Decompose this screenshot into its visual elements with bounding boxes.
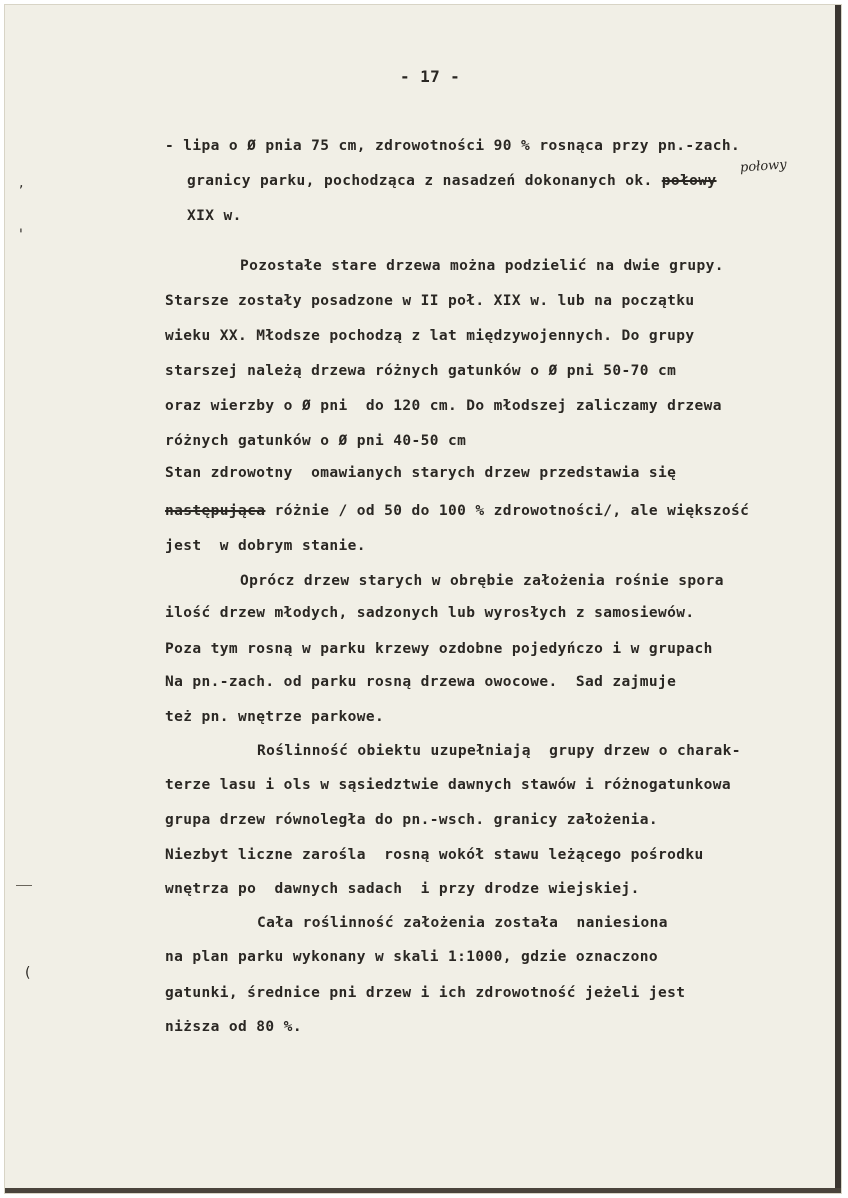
text-line: ilość drzew młodych, sadzonych lub wyrosłych z samosiewów. [165,605,695,621]
text-line: Roślinność obiektu uzupełniają grupy drzew o charak- [257,743,741,759]
text-line: grupa drzew równoległa do pn.-wsch. granicy założenia. [165,812,659,828]
margin-dash [16,885,32,886]
text-line: też pn. wnętrze parkowe. [165,709,385,725]
text-line [187,173,717,189]
text-line: na plan parku wykonany w skali 1:1000, gdzie oznaczono [165,949,659,965]
text-line: Poza tym rosną w parku krzewy ozdobne pojedyńczo i w grupach [165,641,713,657]
text-span: różnie / od 50 do 100 % zdrowotności/, ale większość [265,503,750,519]
handwritten-insertion: połowy [739,157,788,176]
text-line: Cała roślinność założenia została naniesiona [257,915,668,931]
margin-mark: ' [19,227,23,243]
margin-mark: ( [25,965,31,981]
text-line [165,503,749,519]
text-line: jest w dobrym stanie. [165,538,366,554]
text-line: Na pn.-zach. od parku rosną drzewa owocowe. Sad zajmuje [165,674,677,690]
text-line: Pozostałe stare drzewa można podzielić na dwie grupy. [240,258,724,274]
text-span: granicy parku, pochodząca z nasadzeń dokonanych ok. [187,173,662,189]
document-page [4,4,842,1194]
text-line: starszej należą drzewa różnych gatunków o Ø pni 50-70 cm [165,363,677,379]
text-line: Starsze zostały posadzone w II poł. XIX w. lub na początku [165,293,695,309]
text-line: Niezbyt liczne zarośla rosną wokół stawu leżącego pośrodku [165,847,704,863]
page-edge-shadow [835,5,841,1193]
page-number: - 17 - [400,67,461,86]
struck-word: następująca [165,503,266,519]
text-line: Oprócz drzew starych w obrębie założenia rośnie spora [240,573,724,589]
struck-word: połowy [661,173,717,189]
margin-mark: , [19,175,24,191]
text-line: XIX w. [187,208,242,224]
text-line: niższa od 80 %. [165,1019,302,1035]
page-edge-shadow-bottom [5,1188,841,1193]
text-line: różnych gatunków o Ø pni 40-50 cm [165,433,467,449]
text-line: terze lasu i ols w sąsiedztwie dawnych stawów i różnogatunkowa [165,777,732,793]
text-line: wieku XX. Młodsze pochodzą z lat międzywojennych. Do grupy [165,328,695,344]
text-line: wnętrza po dawnych sadach i przy drodze wiejskiej. [165,881,640,897]
text-line: oraz wierzby o Ø pni do 120 cm. Do młodszej zaliczamy drzewa [165,398,722,414]
text-line: Stan zdrowotny omawianych starych drzew przedstawia się [165,465,677,481]
text-line: - lipa o Ø pnia 75 cm, zdrowotności 90 % rosnąca przy pn.-zach. [165,138,741,154]
text-line: gatunki, średnice pni drzew i ich zdrowotność jeżeli jest [165,985,686,1001]
